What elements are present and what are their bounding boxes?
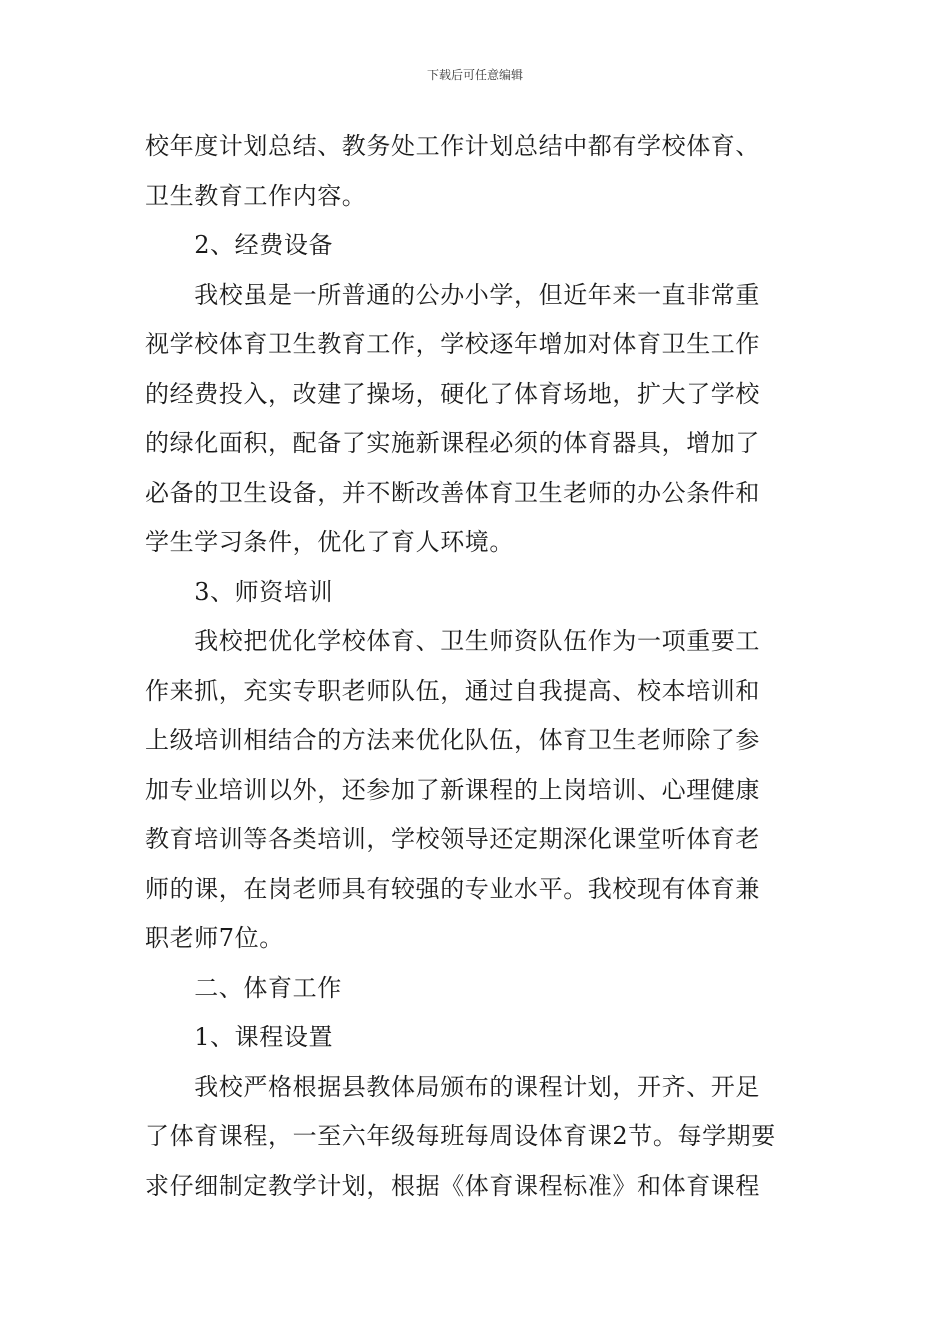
text-line: 了体育课程，一至六年级每班每周设体育课2节。每学期要 [145, 1122, 776, 1150]
text-line: 职老师7位。 [145, 924, 284, 952]
section-heading: 1、课程设置 [145, 1023, 334, 1051]
text-line: 的绿化面积，配备了实施新课程必须的体育器具，增加了 [145, 429, 760, 457]
text-line: 我校严格根据县教体局颁布的课程计划，开齐、开足 [145, 1072, 760, 1101]
text-line: 求仔细制定教学计划，根据《体育课程标准》和体育课程 [145, 1171, 760, 1200]
text-line: 教育培训等各类培训，学校领导还定期深化课堂听体育老 [145, 825, 760, 853]
text-line: 学生学习条件，优化了育人环境。 [145, 528, 514, 556]
text-line: 校年度计划总结、教务处工作计划总结中都有学校体育、 [145, 132, 760, 160]
text-line: 加专业培训以外，还参加了新课程的上岗培训、心理健康 [145, 775, 760, 804]
text-line: 的经费投入，改建了操场，硬化了体育场地，扩大了学校 [145, 379, 760, 408]
text-line: 卫生教育工作内容。 [145, 181, 367, 210]
text-line: 师的课，在岗老师具有较强的专业水平。我校现有体育兼 [145, 874, 760, 903]
section-heading: 3、师资培训 [145, 577, 334, 606]
text-line: 作来抓，充实专职老师队伍，通过自我提高、校本培训和 [145, 676, 760, 705]
text-line: 视学校体育卫生教育工作，学校逐年增加对体育卫生工作 [145, 330, 760, 358]
page-header: 下载后可任意编辑 [426, 68, 523, 82]
text-line: 必备的卫生设备，并不断改善体育卫生老师的办公条件和 [145, 478, 760, 507]
section-heading: 二、体育工作 [145, 973, 342, 1002]
document-body [145, 122, 810, 1211]
text-line: 我校把优化学校体育、卫生师资队伍作为一项重要工 [145, 627, 760, 655]
text-line: 我校虽是一所普通的公办小学，但近年来一直非常重 [145, 280, 760, 309]
section-heading: 2、经费设备 [145, 231, 334, 259]
text-line: 上级培训相结合的方法来优化队伍，体育卫生老师除了参 [145, 726, 760, 754]
